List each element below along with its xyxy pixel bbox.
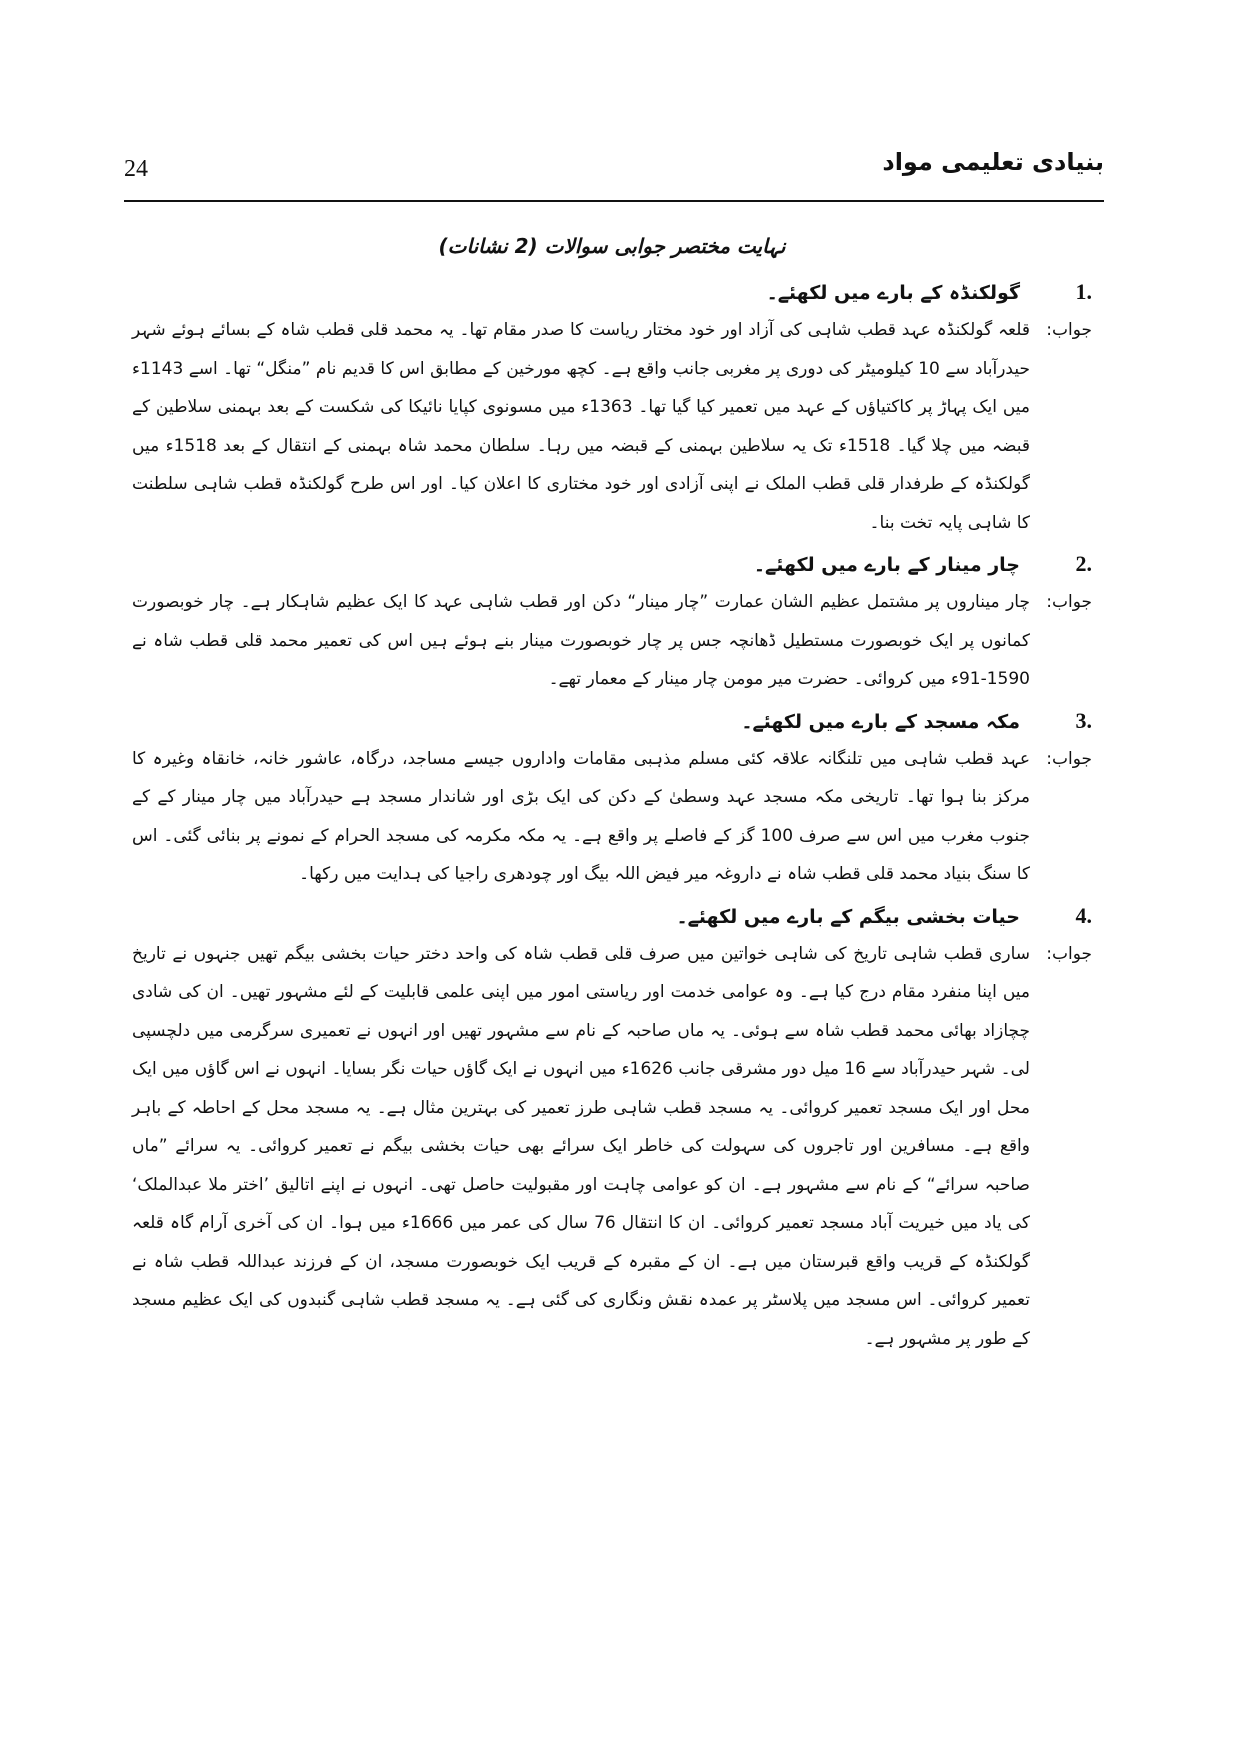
question-text: حیات بخشی بیگم کے بارے میں لکھئے۔: [676, 905, 1020, 928]
question-heading: [132, 898, 1092, 935]
running-title: بنیادی تعلیمی مواد: [882, 148, 1104, 176]
answer-text: ساری قطب شاہی تاریخ کی شاہی خواتین میں صرف قلی قطب شاہ کی واحد دختر حیات بخشی بیگم تھیں جنہوں نے تاریخ میں اپنا منفرد مقام درج کیا ہے۔ وہ عوامی خدمت اور ریاستی امور میں اپنی علمی قابلیت کے لئے مشہور تھیں۔ ان کی شادی چچازاد بھائی محمد قطب شاہ سے ہوئی۔ یہ ماں صاحبہ کے نام سے مشہور تھیں اور انہوں نے تعمیری سرگرمی میں دلچسپی لی۔ شہر حیدرآباد سے 16 میل دور مشرقی جانب 1626ء میں انہوں نے ایک گاؤں حیات نگر بسایا۔ انہوں نے اس گاؤں میں ایک محل اور ایک مسجد تعمیر کروائی۔ یہ مسجد قطب شاہی طرز تعمیر کی بہترین مثال ہے۔ یہ مسجد محل کے احاطہ کے باہر واقع ہے۔ مسافرین اور تاجروں کی سہولت کی خاطر ایک سرائے بھی حیات بخشی بیگم نے تعمیر کروائی۔ یہ سرائے ”ماں صاحبہ سرائے“ کے نام سے مشہور ہے۔ ان کو عوامی چاہت اور مقبولیت حاصل تھی۔ انہوں نے اپنے اتالیق ’اختر ملا عبدالملک‘ کی یاد میں خیریت آباد مسجد تعمیر کروائی۔ ان کا انتقال 76 سال کی عمر میں 1666ء میں ہوا۔ ان کی آخری آرام گاہ قلعہ گولکنڈہ کے قریب واقع قبرستان میں ہے۔ ان کے مقبرہ کے قریب ایک خوبصورت مسجد، ان کے فرزند عبداللہ قطب شاہ نے تعمیر کروائی۔ اس مسجد میں پلاسٹر پر عمدہ نقش ونگاری کی گئی ہے۔ یہ مسجد قطب شاہی گنبدوں کی ایک عظیم مسجد کے طور پر مشہور ہے۔: [132, 943, 1030, 1349]
header-divider: [124, 200, 1104, 202]
question-number: .4: [1075, 902, 1092, 928]
page-content: [132, 228, 1092, 1362]
question-block-1: [132, 274, 1092, 542]
page-number: 24: [124, 156, 148, 182]
answer: [132, 311, 1092, 542]
answer-label: جواب:: [1046, 943, 1092, 964]
question-block-2: [132, 546, 1092, 699]
answer-label: جواب:: [1046, 592, 1092, 612]
question-text: گولکنڈہ کے بارے میں لکھئے۔: [766, 282, 1020, 304]
page-header: [124, 148, 1104, 198]
question-text: مکہ مسجد کے بارے میں لکھئے۔: [741, 710, 1020, 733]
answer-label: جواب:: [1046, 320, 1092, 340]
question-heading: [132, 274, 1092, 311]
question-number: .1: [1075, 279, 1092, 304]
question-block-3: [132, 703, 1092, 894]
section-title: نہایت مختصر جوابی سوالات (2 نشانات): [438, 234, 786, 258]
answer: [132, 740, 1092, 894]
question-block-4: [132, 898, 1092, 1359]
answer-text: چار میناروں پر مشتمل عظیم الشان عمارت ”چار مینار“ دکن اور قطب شاہی عہد کا ایک عظیم شاہکار ہے۔ چار خوبصورت کمانوں پر ایک خوبصورت مستطیل ڈھانچہ جس پر چار خوبصورت مینار بنے ہوئے ہیں اس کی تعمیر محمد قلی قطب شاہ نے 1590-91ء میں کروائی۔ حضرت میر مومن چار مینار کے معمار تھے۔: [132, 592, 1030, 689]
answer-text: عہد قطب شاہی میں تلنگانہ علاقہ کئی مسلم مذہبی مقامات واداروں جیسے مساجد، درگاہ، عاشور خانہ، خانقاہ وغیرہ کا مرکز بنا ہوا تھا۔ تاریخی مکہ مسجد عہد وسطیٰ کے دکن کی ایک بڑی اور شاندار مسجد ہے حیدرآباد میں چار مینار کے کے جنوب مغرب میں اس سے صرف 100 گز کے فاصلے پر واقع ہے۔ یہ مکہ مکرمہ کی مسجد الحرام کے نمونے پر بنائی گئی۔ اس کا سنگ بنیاد محمد قلی قطب شاہ نے داروغہ میر فیض اللہ بیگ اور چودھری راجیا کی ہدایت میں رکھا۔: [132, 748, 1030, 884]
question-heading: [132, 546, 1092, 583]
question-heading: [132, 703, 1092, 740]
answer-label: جواب:: [1046, 748, 1092, 769]
question-number: .3: [1075, 707, 1092, 733]
answer: [132, 935, 1092, 1359]
answer: [132, 583, 1092, 699]
question-text: چار مینار کے بارے میں لکھئے۔: [753, 554, 1020, 576]
answer-text: قلعہ گولکنڈہ عہد قطب شاہی کی آزاد اور خود مختار ریاست کا صدر مقام تھا۔ یہ محمد قلی قطب شاہ کے بسائے ہوئے شہر حیدرآباد سے 10 کیلومیٹر کی دوری پر مغربی جانب واقع ہے۔ کچھ مورخین کے مطابق اس کا قدیم نام ”منگل“ تھا۔ اسے 1143ء میں ایک پہاڑ پر کاکتیاؤں کے عہد میں تعمیر کیا گیا تھا۔ 1363ء میں مسونوی کپایا نائیکا کی شکست کے بعد بہمنی سلاطین کے قبضہ میں چلا گیا۔ 1518ء تک یہ سلاطین بہمنی کے قبضہ میں رہا۔ سلطان محمد شاہ بہمنی کے انتقال کے بعد 1518ء میں گولکنڈہ کے طرفدار قلی قطب الملک نے اپنی آزادی اور خود مختاری کا اعلان کیا۔ اور اس طرح گولکنڈہ قطب شاہی سلطنت کا شاہی پایہ تخت بنا۔: [132, 320, 1030, 533]
question-number: .2: [1075, 551, 1092, 576]
